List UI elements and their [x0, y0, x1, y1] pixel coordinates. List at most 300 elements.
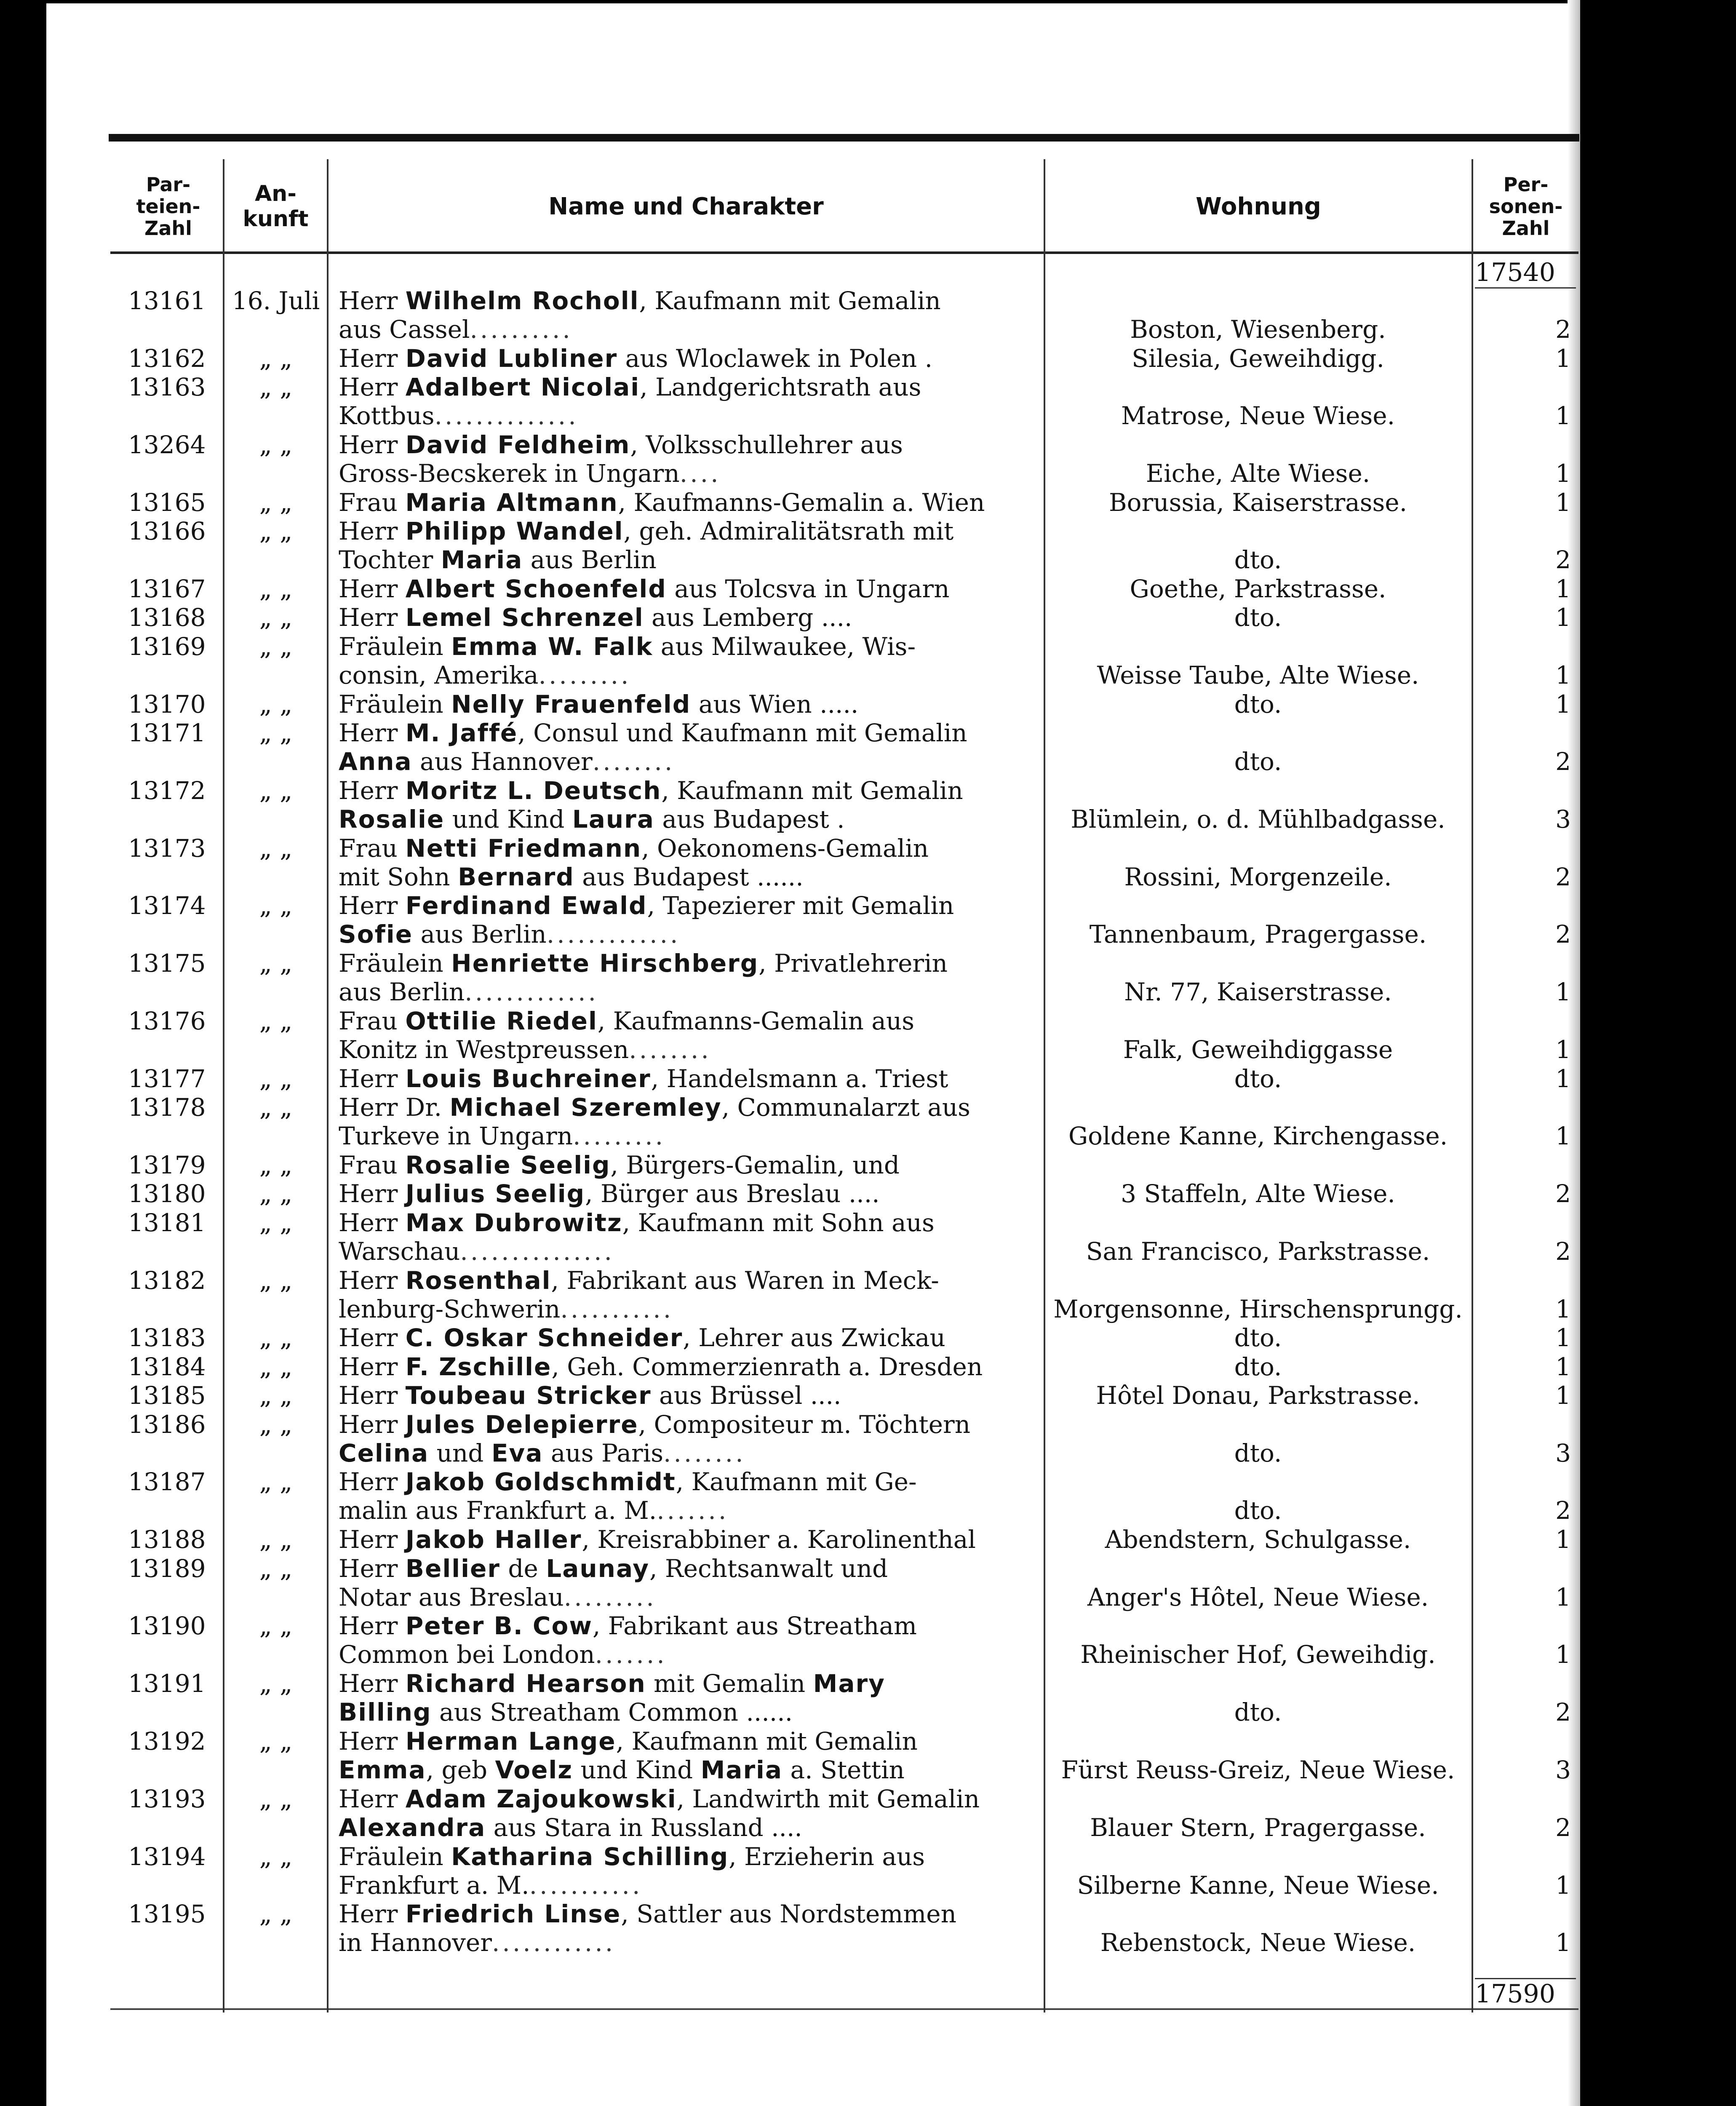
name-line: Kottbus..............: [339, 401, 579, 430]
header-arrival: An- kunft: [243, 181, 309, 232]
residence: Eiche, Alte Wiese.: [1146, 459, 1370, 488]
residence: Rheinischer Hof, Geweihdig.: [1080, 1640, 1436, 1669]
guest-name: Launay: [546, 1554, 650, 1583]
party-number: 13185: [128, 1381, 206, 1410]
name-line: Konitz in Westpreussen........: [339, 1035, 711, 1064]
leader-dots: ...............: [460, 1237, 614, 1266]
name-line: aus Cassel..........: [339, 315, 573, 344]
residence: Rossini, Morgenzeile.: [1124, 863, 1392, 891]
name-line: Herr Peter B. Cow, Fabrikant aus Streatham: [339, 1612, 917, 1640]
guest-name-character: [339, 1785, 1130, 1842]
guest-name: Louis Buchreiner: [405, 1064, 651, 1093]
guest-name: Katharina Schilling: [451, 1842, 729, 1871]
guest-name-character: [339, 430, 1130, 488]
guest-name-character: [339, 776, 1130, 834]
guest-name-character: [339, 719, 1130, 776]
residence: Fürst Reuss-Greiz, Neue Wiese.: [1061, 1756, 1455, 1784]
name-line: Herr David Feldheim, Volksschullehrer aus: [339, 430, 903, 459]
guest-name: Celina: [339, 1439, 429, 1467]
persons-count: 1: [1555, 1640, 1571, 1669]
name-line: Herr Dr. Michael Szeremley, Communalarzt aus: [339, 1093, 970, 1122]
persons-count: 2: [1555, 545, 1571, 574]
arrival-date: „ „: [259, 1151, 293, 1179]
name-line: Herr Adalbert Nicolai, Landgerichtsrath aus: [339, 373, 921, 401]
leader-dots: .........: [564, 1583, 657, 1612]
register-row: [110, 1525, 1578, 1554]
party-number: 13190: [128, 1612, 206, 1640]
name-line: consin, Amerika.........: [339, 661, 631, 690]
header-persons: Per- sonen- Zahl: [1489, 173, 1563, 240]
arrival-date: „ „: [259, 575, 293, 603]
persons-count: 2: [1555, 1698, 1571, 1726]
guest-name: Rosalie: [339, 805, 445, 834]
persons-count: 2: [1555, 920, 1571, 949]
register-row: [110, 690, 1578, 719]
register-row: [110, 1727, 1578, 1785]
party-number: 13187: [128, 1467, 206, 1496]
register-row: [110, 1064, 1578, 1093]
guest-name: C. Oskar Schneider: [405, 1323, 683, 1352]
persons-count: 1: [1555, 1352, 1571, 1381]
register-row: [110, 344, 1578, 373]
guest-name-character: [339, 1554, 1130, 1612]
guest-name-character: [339, 1266, 1130, 1323]
leader-dots: ..........: [470, 315, 573, 344]
end-total: 17590: [1475, 1978, 1576, 2009]
name-line: Herr Friedrich Linse, Sattler aus Nordstemmen: [339, 1900, 956, 1928]
name-line: Herr Herman Lange, Kaufmann mit Gemalin: [339, 1727, 918, 1756]
name-line: Fräulein Nelly Frauenfeld aus Wien .....: [339, 690, 859, 719]
arrival-date: „ „: [259, 1900, 293, 1928]
register-row: [110, 1410, 1578, 1468]
name-line: Herr M. Jaffé, Consul und Kaufmann mit Gemalin: [339, 719, 967, 747]
arrival-date: „ „: [259, 891, 293, 920]
party-number: 13188: [128, 1525, 206, 1554]
persons-count: 1: [1555, 459, 1571, 488]
leader-dots: ..............: [434, 401, 579, 430]
register-row: [110, 1467, 1578, 1525]
guest-name: Maria Altmann: [405, 488, 618, 517]
guest-name-character: [339, 1352, 1130, 1381]
persons-count: 3: [1555, 805, 1571, 834]
guest-name: Bellier: [405, 1554, 500, 1583]
header-party-number: Par- teien- Zahl: [136, 173, 200, 240]
party-number: 13191: [128, 1669, 206, 1698]
arrival-date: „ „: [259, 632, 293, 661]
party-number: 13167: [128, 575, 206, 603]
scan-border-left: [0, 0, 46, 2106]
name-line: Billing aus Streatham Common ......: [339, 1698, 793, 1726]
arrival-date: „ „: [259, 776, 293, 805]
name-line: Herr Lemel Schrenzel aus Lemberg ....: [339, 603, 852, 632]
persons-count: 2: [1555, 747, 1571, 776]
persons-count: 3: [1555, 1756, 1571, 1784]
persons-count: 1: [1555, 401, 1571, 430]
name-line: Emma, geb Voelz und Kind Maria a. Stettin: [339, 1756, 905, 1784]
header-residence: Wohnung: [1196, 192, 1321, 220]
register-row: [110, 719, 1578, 776]
name-line: Herr Louis Buchreiner, Handelsmann a. Triest: [339, 1064, 948, 1093]
scan-border-right: [1580, 0, 1736, 2106]
name-line: Herr Philipp Wandel, geh. Admiralitätsrath mit: [339, 517, 954, 545]
name-line: Fräulein Emma W. Falk aus Milwaukee, Wis-: [339, 632, 916, 661]
name-line: Herr Adam Zajoukowski, Landwirth mit Gemalin: [339, 1785, 980, 1813]
name-line: Tochter Maria aus Berlin: [339, 545, 657, 574]
guest-name: Jules Delepierre: [405, 1410, 638, 1439]
guest-name-character: [339, 1525, 1130, 1554]
register-row: [110, 603, 1578, 632]
residence: Goethe, Parkstrasse.: [1130, 575, 1386, 603]
arrival-date: „ „: [259, 1007, 293, 1035]
header-rule: [110, 251, 1578, 254]
party-number: 13178: [128, 1093, 206, 1122]
register-row: [110, 1381, 1578, 1410]
leader-dots: ...........: [529, 1871, 643, 1900]
residence: dto.: [1234, 1064, 1282, 1093]
name-line: Herr Jakob Haller, Kreisrabbiner a. Karolinenthal: [339, 1525, 976, 1554]
register-row: [110, 373, 1578, 430]
residence: 3 Staffeln, Alte Wiese.: [1121, 1179, 1395, 1208]
persons-count: 1: [1555, 1583, 1571, 1612]
guest-name: Jakob Haller: [405, 1525, 582, 1554]
leader-dots: ...........: [560, 1295, 674, 1323]
party-number: 13179: [128, 1151, 206, 1179]
arrival-date: „ „: [259, 517, 293, 545]
name-line: Frankfurt a. M............: [339, 1871, 643, 1900]
residence: Borussia, Kaiserstrasse.: [1108, 488, 1407, 517]
guest-name-character: [339, 575, 1130, 603]
guest-name-character: [339, 1208, 1130, 1266]
guest-name: Friedrich Linse: [405, 1900, 621, 1928]
party-number: 13181: [128, 1208, 206, 1237]
arrival-date: „ „: [259, 1179, 293, 1208]
party-number: 13180: [128, 1179, 206, 1208]
name-line: Herr Moritz L. Deutsch, Kaufmann mit Gemalin: [339, 776, 963, 805]
guest-name: Netti Friedmann: [405, 834, 642, 863]
register-row: [110, 286, 1578, 344]
residence: Blümlein, o. d. Mühlbadgasse.: [1071, 805, 1445, 834]
guest-name-character: [339, 1669, 1130, 1726]
leader-dots: .......: [657, 1496, 729, 1525]
top-rule: [109, 134, 1579, 142]
guest-name: F. Zschille: [405, 1352, 552, 1381]
guest-name-character: [339, 1007, 1130, 1064]
residence: Hôtel Donau, Parkstrasse.: [1096, 1381, 1420, 1410]
residence: dto.: [1234, 1323, 1282, 1352]
party-number: 13161: [128, 286, 206, 315]
guest-name: Max Dubrowitz: [405, 1208, 622, 1237]
guest-name: Maria: [700, 1756, 783, 1784]
persons-count: 2: [1555, 1179, 1571, 1208]
guest-name-character: [339, 834, 1130, 891]
residence: Goldene Kanne, Kirchengasse.: [1068, 1122, 1448, 1150]
guest-name: Moritz L. Deutsch: [405, 776, 662, 805]
residence: Matrose, Neue Wiese.: [1121, 401, 1395, 430]
name-line: Gross-Becskerek in Ungarn....: [339, 459, 721, 488]
register-row: [110, 1093, 1578, 1151]
guest-name-character: [339, 1323, 1130, 1352]
guest-name: Rosenthal: [405, 1266, 551, 1295]
party-number: 13173: [128, 834, 206, 863]
arrival-date: „ „: [259, 1093, 293, 1122]
register-row: [110, 891, 1578, 949]
guest-name-character: [339, 632, 1130, 690]
persons-count: 2: [1555, 1496, 1571, 1525]
guest-name: Adalbert Nicolai: [405, 373, 640, 401]
register-row: [110, 430, 1578, 488]
name-line: Frau Ottilie Riedel, Kaufmanns-Gemalin aus: [339, 1007, 914, 1035]
persons-count: 1: [1555, 1035, 1571, 1064]
residence: dto.: [1234, 545, 1282, 574]
residence: Falk, Geweihdiggasse: [1123, 1035, 1393, 1064]
name-line: Herr Albert Schoenfeld aus Tolcsva in Ungarn: [339, 575, 950, 603]
guest-name-character: [339, 1410, 1130, 1467]
guest-name-character: [339, 1064, 1130, 1093]
arrival-date: „ „: [259, 1554, 293, 1583]
guest-name-character: [339, 1842, 1130, 1900]
arrival-date: „ „: [259, 1323, 293, 1352]
guest-name: Nelly Frauenfeld: [451, 690, 691, 719]
guest-name: Adam Zajoukowski: [405, 1785, 677, 1813]
guest-name-character: [339, 1900, 1130, 1957]
residence: dto.: [1234, 747, 1282, 776]
arrival-date: „ „: [259, 834, 293, 863]
guest-name: Rosalie Seelig: [405, 1151, 611, 1179]
register-row: [110, 1179, 1578, 1208]
leader-dots: ............: [491, 1928, 616, 1957]
arrival-date: „ „: [259, 1410, 293, 1439]
name-line: Celina und Eva aus Paris........: [339, 1439, 746, 1467]
leader-dots: .......: [595, 1640, 667, 1669]
party-number: 13166: [128, 517, 206, 545]
register-row: [110, 1612, 1578, 1669]
name-line: Turkeve in Ungarn.........: [339, 1122, 666, 1150]
party-number: 13195: [128, 1900, 206, 1928]
guest-name: Henriette Hirschberg: [451, 949, 759, 978]
persons-count: 2: [1555, 315, 1571, 344]
guest-name: Toubeau Stricker: [405, 1381, 652, 1410]
guest-name-character: [339, 603, 1130, 632]
register-row: [110, 1785, 1578, 1842]
name-line: malin aus Frankfurt a. M........: [339, 1496, 729, 1525]
register-row: [110, 1208, 1578, 1266]
guest-name: Laura: [572, 805, 654, 834]
guest-name-character: [339, 891, 1130, 949]
residence: Boston, Wiesenberg.: [1130, 315, 1386, 344]
residence: Blauer Stern, Pragergasse.: [1090, 1813, 1426, 1842]
name-line: Notar aus Breslau.........: [339, 1583, 657, 1612]
register-row: [110, 1554, 1578, 1612]
party-number: 13175: [128, 949, 206, 978]
leader-dots: .........: [538, 661, 631, 690]
guest-name: David Lubliner: [405, 344, 618, 373]
residence: Abendstern, Schulgasse.: [1105, 1525, 1411, 1554]
party-number: 13172: [128, 776, 206, 805]
residence: Silberne Kanne, Neue Wiese.: [1077, 1871, 1439, 1900]
register-row: [110, 1900, 1578, 1957]
name-line: Sofie aus Berlin.............: [339, 920, 681, 949]
register-row: [110, 1266, 1578, 1324]
register-row: [110, 949, 1578, 1007]
register-row: [110, 488, 1578, 517]
party-number: 13171: [128, 719, 206, 747]
party-number: 13186: [128, 1410, 206, 1439]
name-line: aus Berlin.............: [339, 978, 598, 1006]
guest-name-character: [339, 690, 1130, 719]
name-line: Herr Jakob Goldschmidt, Kaufmann mit Ge-: [339, 1467, 917, 1496]
name-line: Herr Toubeau Stricker aus Brüssel ....: [339, 1381, 841, 1410]
guest-name: Anna: [339, 747, 412, 776]
party-number: 13170: [128, 690, 206, 719]
register-row: [110, 1352, 1578, 1381]
arrival-date: „ „: [259, 1612, 293, 1640]
arrival-date: „ „: [259, 1381, 293, 1410]
name-line: Warschau...............: [339, 1237, 614, 1266]
guest-name: Bernard: [458, 863, 574, 891]
name-line: Herr C. Oskar Schneider, Lehrer aus Zwickau: [339, 1323, 945, 1352]
leader-dots: ........: [663, 1439, 746, 1467]
guest-name: Peter B. Cow: [405, 1612, 593, 1640]
persons-count: 1: [1555, 690, 1571, 719]
guest-name: Emma W. Falk: [451, 632, 653, 661]
guest-name: Mary: [813, 1669, 885, 1698]
guest-name: Eva: [491, 1439, 543, 1467]
arrival-date: „ „: [259, 373, 293, 401]
persons-count: 2: [1555, 863, 1571, 891]
persons-count: 1: [1555, 1525, 1571, 1554]
leader-dots: .............: [465, 978, 598, 1006]
carried-forward-total: 17540: [1475, 258, 1576, 289]
name-line: Fräulein Katharina Schilling, Erzieherin aus: [339, 1842, 925, 1871]
persons-count: 1: [1555, 488, 1571, 517]
persons-count: 1: [1555, 575, 1571, 603]
leader-dots: ....: [679, 459, 721, 488]
guest-name-character: [339, 1179, 1130, 1208]
residence: Nr. 77, Kaiserstrasse.: [1124, 978, 1392, 1006]
name-line: Herr Wilhelm Rocholl, Kaufmann mit Gemalin: [339, 286, 941, 315]
name-line: Anna aus Hannover........: [339, 747, 675, 776]
party-number: 13264: [128, 430, 206, 459]
name-line: Alexandra aus Stara in Russland ....: [339, 1813, 802, 1842]
register-row: [110, 834, 1578, 892]
name-line: Frau Netti Friedmann, Oekonomens-Gemalin: [339, 834, 929, 863]
guest-name-character: [339, 1727, 1130, 1784]
name-line: Fräulein Henriette Hirschberg, Privatlehrerin: [339, 949, 948, 978]
party-number: 13165: [128, 488, 206, 517]
guest-name: Richard Hearson: [405, 1669, 646, 1698]
residence: Rebenstock, Neue Wiese.: [1100, 1928, 1416, 1957]
arrival-date: 16. Juli: [232, 286, 320, 315]
register-row: [110, 776, 1578, 834]
arrival-date: „ „: [259, 1785, 293, 1813]
persons-count: 2: [1555, 1237, 1571, 1266]
guest-name-character: [339, 1612, 1130, 1669]
guest-name: Philipp Wandel: [405, 517, 624, 545]
register-row: [110, 1669, 1578, 1727]
residence: dto.: [1234, 1496, 1282, 1525]
guest-name: Ottilie Riedel: [405, 1007, 598, 1035]
persons-count: 1: [1555, 1871, 1571, 1900]
leader-dots: .........: [573, 1122, 666, 1150]
register-row: [110, 1323, 1578, 1352]
guest-name: Jakob Goldschmidt: [405, 1467, 676, 1496]
register-row: [110, 575, 1578, 603]
guest-name-character: [339, 1467, 1130, 1525]
guest-name-character: [339, 1093, 1130, 1150]
leader-dots: .............: [546, 920, 681, 949]
name-line: Herr F. Zschille, Geh. Commerzienrath a. Dresden: [339, 1352, 983, 1381]
register-row: [110, 1007, 1578, 1064]
arrival-date: „ „: [259, 1208, 293, 1237]
residence: dto.: [1234, 690, 1282, 719]
arrival-date: „ „: [259, 690, 293, 719]
residence: Silesia, Geweihdigg.: [1132, 344, 1384, 373]
guest-name: Alexandra: [339, 1813, 486, 1842]
persons-count: 3: [1555, 1439, 1571, 1467]
guest-name-character: [339, 344, 1130, 373]
end-rule: [110, 2008, 1578, 2010]
arrival-date: „ „: [259, 344, 293, 373]
persons-count: 2: [1555, 1813, 1571, 1842]
guest-name: Voelz: [495, 1756, 573, 1784]
guest-name: Albert Schoenfeld: [405, 575, 667, 603]
residence: Weisse Taube, Alte Wiese.: [1097, 661, 1419, 690]
persons-count: 1: [1555, 1381, 1571, 1410]
guest-name: Herman Lange: [405, 1727, 616, 1756]
party-number: 13184: [128, 1352, 206, 1381]
guest-name: Lemel Schrenzel: [405, 603, 644, 632]
party-number: 13192: [128, 1727, 206, 1756]
guest-name: Michael Szeremley: [449, 1093, 722, 1122]
arrival-date: „ „: [259, 1727, 293, 1756]
guest-name: Maria: [441, 545, 523, 574]
party-number: 13193: [128, 1785, 206, 1813]
persons-count: 1: [1555, 1323, 1571, 1352]
guest-name: Billing: [339, 1698, 432, 1726]
leader-dots: ........: [592, 747, 675, 776]
name-line: Herr Rosenthal, Fabrikant aus Waren in Meck-: [339, 1266, 939, 1295]
residence: Morgensonne, Hirschensprungg.: [1053, 1295, 1463, 1323]
header-name-character: Name und Charakter: [548, 192, 824, 220]
party-number: 13169: [128, 632, 206, 661]
party-number: 13177: [128, 1064, 206, 1093]
arrival-date: „ „: [259, 488, 293, 517]
guest-name-character: [339, 373, 1130, 430]
arrival-date: „ „: [259, 1266, 293, 1295]
guest-name: M. Jaffé: [405, 719, 518, 747]
persons-count: 1: [1555, 661, 1571, 690]
guest-name-character: [339, 517, 1130, 574]
party-number: 13163: [128, 373, 206, 401]
party-number: 13189: [128, 1554, 206, 1583]
residence: Tannenbaum, Pragergasse.: [1089, 920, 1427, 949]
residence: dto.: [1234, 1439, 1282, 1467]
name-line: Herr Julius Seelig, Bürger aus Breslau ....: [339, 1179, 880, 1208]
guest-name-character: [339, 949, 1130, 1006]
persons-count: 1: [1555, 1122, 1571, 1150]
arrival-date: „ „: [259, 1842, 293, 1871]
name-line: Common bei London.......: [339, 1640, 667, 1669]
persons-count: 1: [1555, 1295, 1571, 1323]
party-number: 13182: [128, 1266, 206, 1295]
name-line: Herr Bellier de Launay, Rechtsanwalt und: [339, 1554, 888, 1583]
name-line: Herr David Lubliner aus Wloclawek in Polen .: [339, 344, 933, 373]
name-line: mit Sohn Bernard aus Budapest ......: [339, 863, 804, 891]
residence: dto.: [1234, 1698, 1282, 1726]
name-line: Herr Max Dubrowitz, Kaufmann mit Sohn aus: [339, 1208, 935, 1237]
name-line: in Hannover............: [339, 1928, 616, 1957]
party-number: 13194: [128, 1842, 206, 1871]
